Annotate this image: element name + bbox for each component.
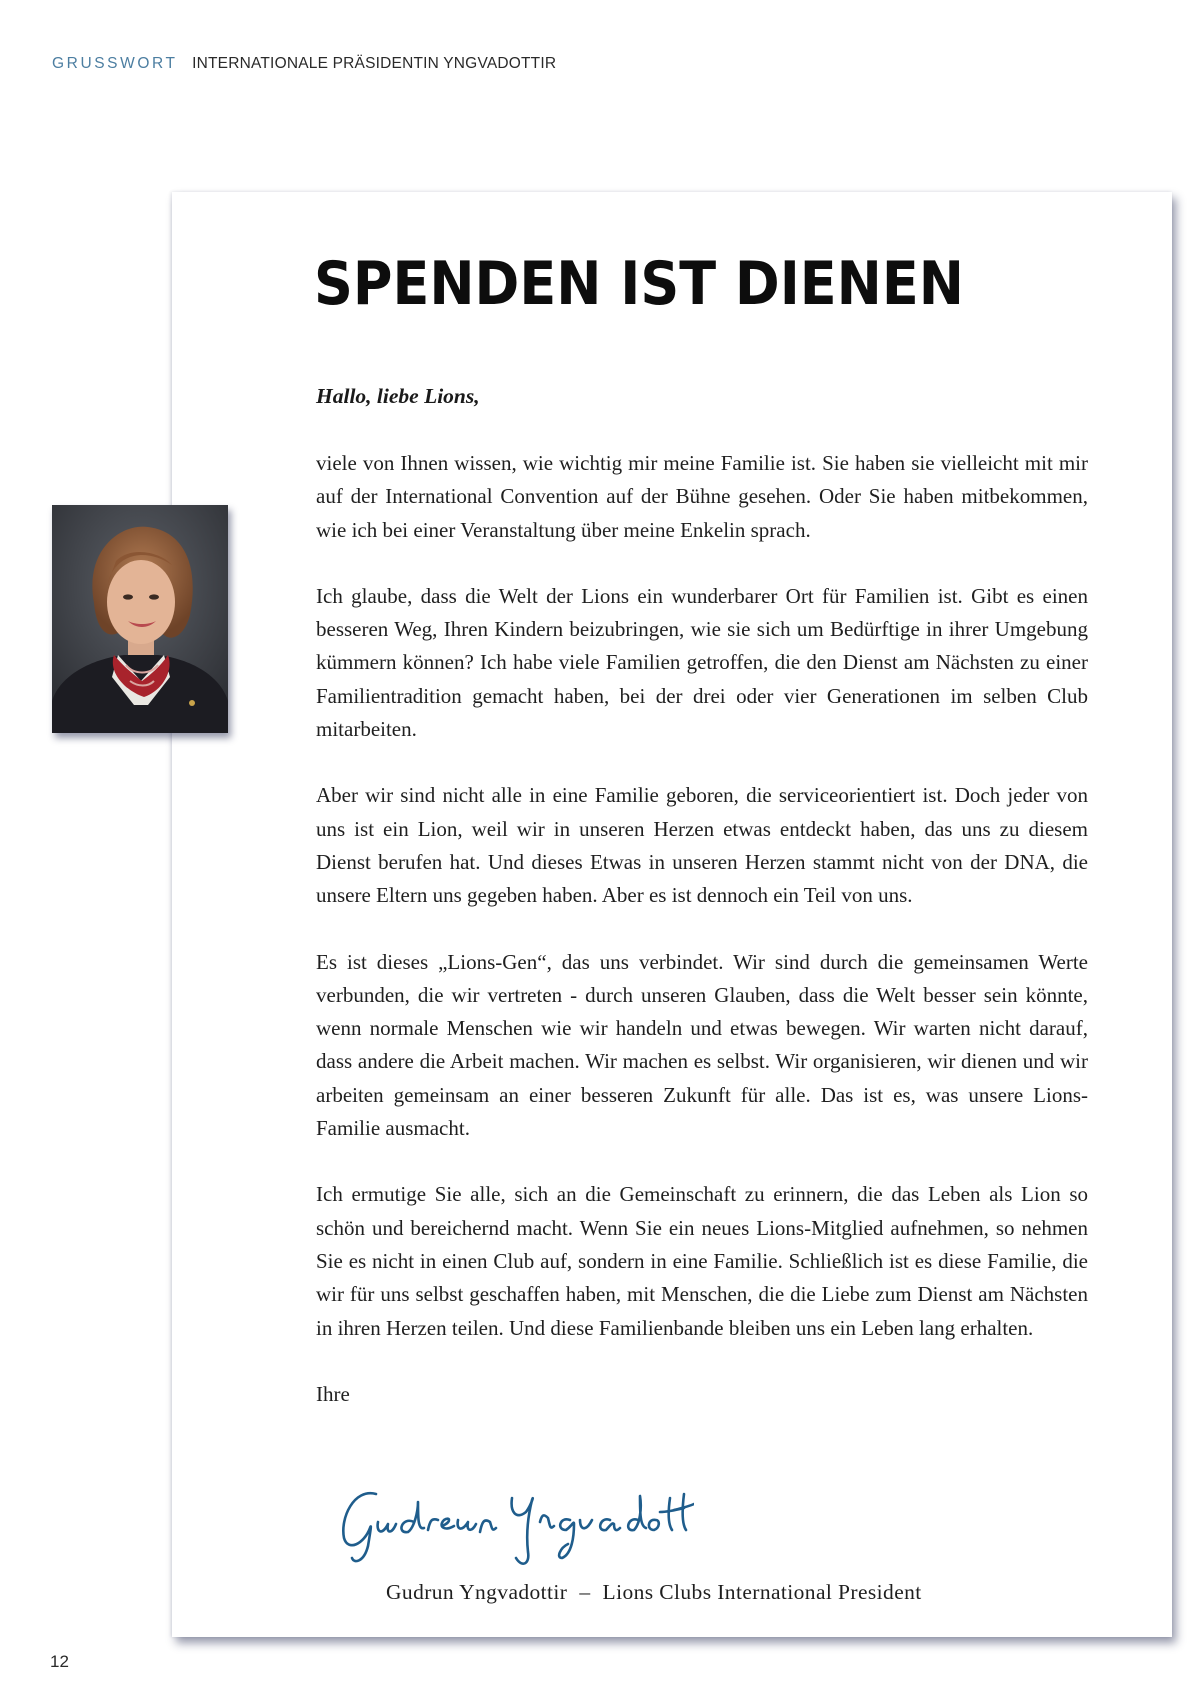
running-header xyxy=(52,55,556,73)
letter-paragraph: Aber wir sind nicht alle in eine Familie geboren, die serviceorientiert ist. Doch jeder von uns ist ein Lion, weil wir in unseren Herzen etwas entdeckt haben, das uns zu diesem Dienst berufen hat. Und dieses Etwas in unseren Herzen stammt nicht von der DNA, die unsere Eltern uns gegeben haben. Aber es ist dennoch ein Teil von uns. xyxy=(316,783,1088,908)
portrait-photo-icon xyxy=(52,505,228,733)
letter-closing: Ihre xyxy=(316,1381,350,1406)
signer-name: Gudrun Yngvadottir xyxy=(386,1580,568,1604)
handwritten-signature xyxy=(334,1472,694,1577)
signature-icon xyxy=(334,1472,694,1572)
portrait-photo xyxy=(52,505,228,733)
letter-body xyxy=(316,447,1088,1411)
signer-role: Lions Clubs International President xyxy=(602,1580,922,1604)
signer-line xyxy=(386,1580,922,1605)
letter-headline: SPENDEN IST DIENEN xyxy=(314,249,964,319)
letter-card xyxy=(172,192,1172,1637)
letter-paragraph: viele von Ihnen wissen, wie wichtig mir meine Familie ist. Sie haben sie vielleicht mit mir auf der International Convention auf der Bühne gesehen. Oder Sie haben mitbekommen, wie ich bei einer Veranstaltung über meine Enkelin sprach. xyxy=(316,451,1088,542)
letter-salutation: Hallo, liebe Lions, xyxy=(316,384,480,408)
letter-paragraph: Es ist dieses „Lions-Gen“, das uns verbindet. Wir sind durch die gemeinsamen Werte verbunden, die wir vertreten - durch unseren Glauben, dass die Welt besser sein könnte, wenn normale Menschen wie wir handeln und etwas bewegen. Wir warten nicht darauf, dass andere die Arbeit machen. Wir machen es selbst. Wir organisieren, wir dienen und wir arbeiten gemeinsam an einer besseren Zukunft für alle. Das ist es, was unsere Lions-Familie ausmacht. xyxy=(316,949,1088,1141)
signer-dash: – xyxy=(579,1580,591,1604)
header-section-label: GRUSSWORT xyxy=(52,55,178,72)
header-title: INTERNATIONALE PRÄSIDENTIN YNGVADOTTIR xyxy=(192,55,557,72)
page-number: 12 xyxy=(50,1652,69,1671)
letter-paragraph: Ich glaube, dass die Welt der Lions ein wunderbarer Ort für Familien ist. Gibt es einen besseren Weg, Ihren Kindern beizubringen, wie sie sich um Bedürftige in ihrer Umgebung kümmern können? Ich habe viele Familien getroffen, die den Dienst am Nächsten zu einer Familientradition gemacht haben, bei der drei oder vier Generationen im selben Club mitarbeiten. xyxy=(316,583,1088,742)
letter-paragraph: Ich ermutige Sie alle, sich an die Gemeinschaft zu erinnern, die das Leben als Lion so schön und bereichernd macht. Wenn Sie ein neues Lions-Mitglied aufnehmen, so nehmen Sie es nicht in einen Club auf, sondern in eine Familie. Schließlich ist es diese Familie, die wir für uns selbst geschaffen haben, mit Menschen, die die Liebe zum Dienst am Nächsten in ihren Herzen teilen. Und diese Familienbande bleiben uns ein Leben lang erhalten. xyxy=(316,1182,1088,1340)
